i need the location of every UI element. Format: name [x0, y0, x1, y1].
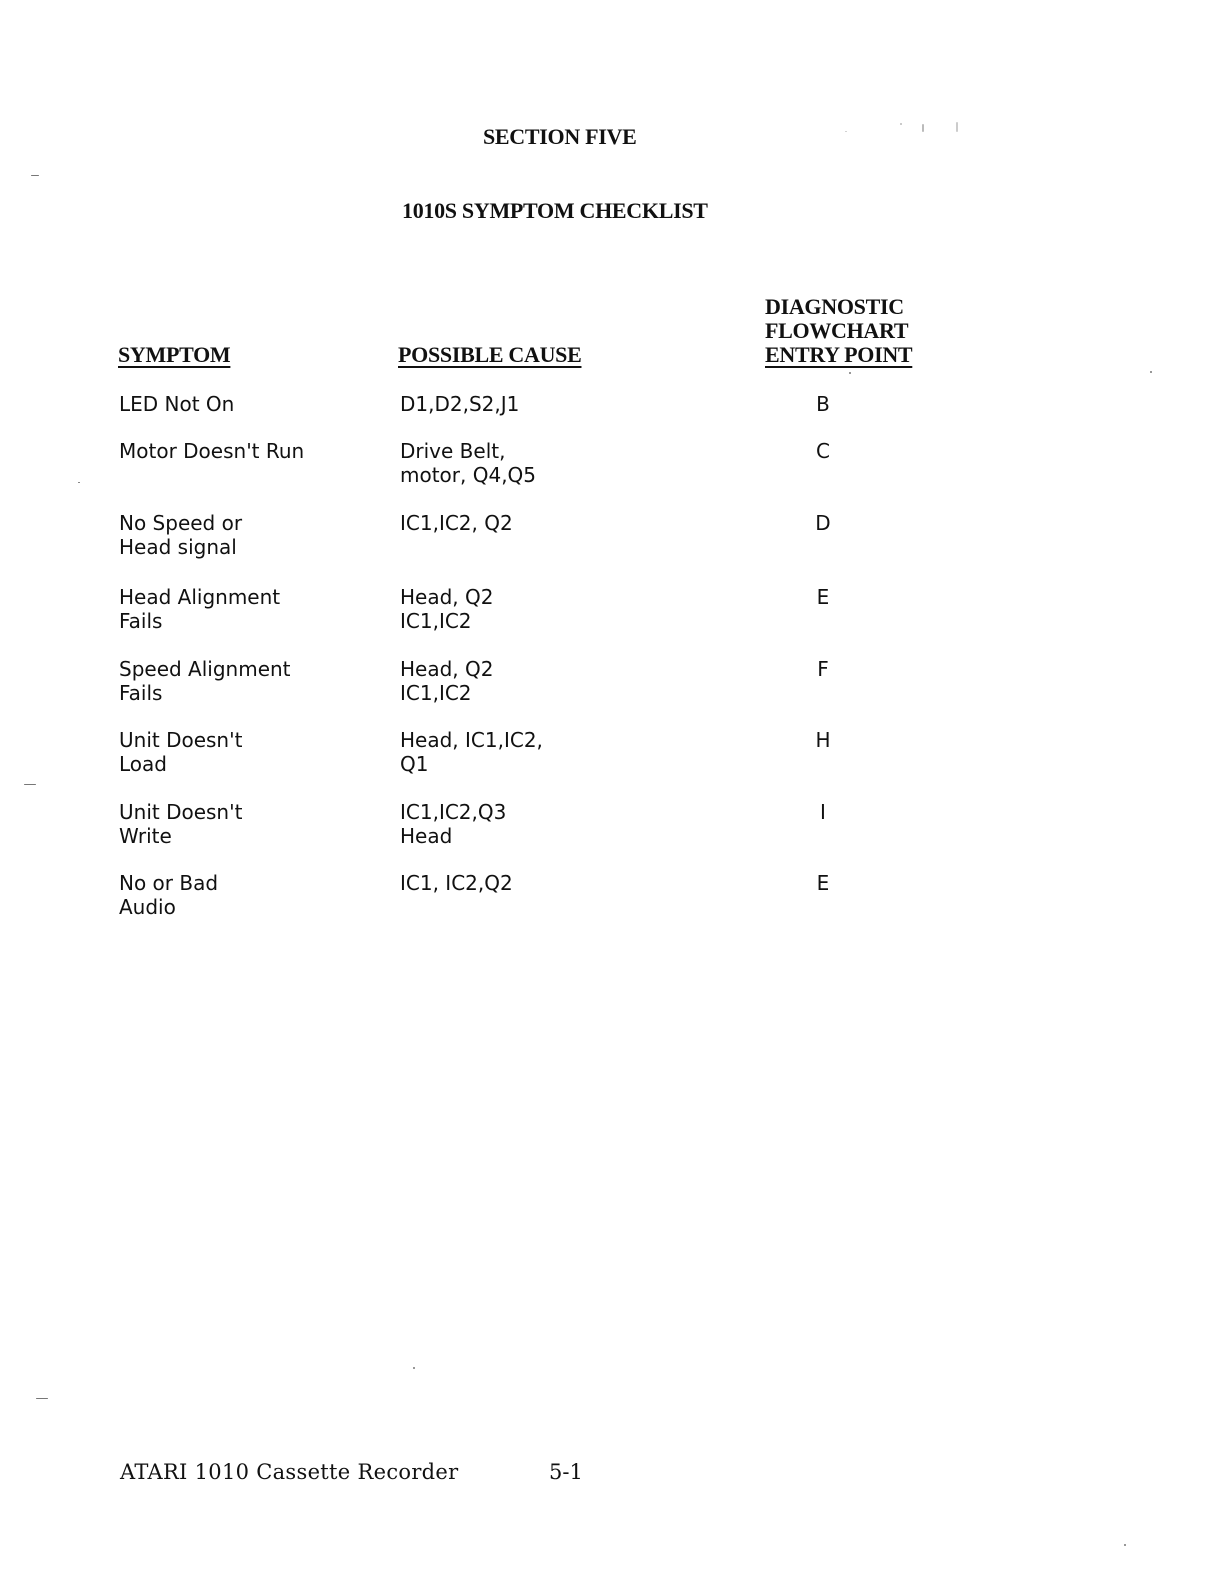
scan-speck	[24, 784, 36, 785]
symptom-cell: No or Bad Audio	[119, 871, 219, 919]
cause-cell: Head, Q2 IC1,IC2	[400, 657, 494, 705]
checklist-title: 1010S SYMPTOM CHECKLIST	[402, 198, 708, 223]
entry-point-cell: C	[816, 439, 830, 463]
page-number: 5-1	[549, 1460, 583, 1484]
column-header-cause-label: POSSIBLE CAUSE	[398, 342, 582, 367]
entry-point-cell: E	[816, 871, 830, 895]
symptom-cell: Unit Doesn't Load	[119, 728, 243, 776]
section-title: SECTION FIVE	[483, 124, 637, 149]
column-header-entry-line1: DIAGNOSTIC	[765, 294, 904, 319]
entry-point-cell: I	[820, 800, 826, 824]
scan-speck	[922, 124, 924, 132]
cause-cell: IC1, IC2,Q2	[400, 871, 513, 895]
symptom-cell: Speed Alignment Fails	[119, 657, 291, 705]
column-header-cause	[398, 343, 581, 367]
cause-cell: IC1,IC2,Q3 Head	[400, 800, 507, 848]
scan-speck	[849, 372, 851, 374]
symptom-cell: LED Not On	[119, 392, 235, 416]
column-header-entry-point	[765, 295, 912, 367]
scan-speck	[845, 131, 847, 132]
scan-speck	[1124, 1544, 1126, 1546]
entry-point-cell: E	[816, 585, 830, 609]
column-header-symptom	[118, 343, 230, 367]
scan-speck	[1150, 371, 1152, 373]
scan-speck	[31, 175, 39, 176]
entry-point-cell: D	[815, 511, 831, 535]
entry-point-cell: B	[816, 392, 830, 416]
cause-cell: Head, IC1,IC2, Q1	[400, 728, 543, 776]
symptom-cell: Unit Doesn't Write	[119, 800, 243, 848]
column-header-symptom-label: SYMPTOM	[118, 342, 231, 367]
scan-speck	[36, 1398, 48, 1399]
column-header-entry-line3: ENTRY POINT	[765, 342, 913, 367]
cause-cell: IC1,IC2, Q2	[400, 511, 513, 535]
scan-speck	[900, 123, 902, 125]
cause-cell: Head, Q2 IC1,IC2	[400, 585, 494, 633]
entry-point-cell: F	[817, 657, 829, 681]
symptom-cell: Motor Doesn't Run	[119, 439, 305, 463]
cause-cell: Drive Belt, motor, Q4,Q5	[400, 439, 537, 487]
column-header-entry-line2: FLOWCHART	[765, 318, 909, 343]
scan-speck	[956, 122, 958, 132]
cause-cell: D1,D2,S2,J1	[400, 392, 520, 416]
symptom-cell: Head Alignment Fails	[119, 585, 281, 633]
entry-point-cell: H	[815, 728, 831, 752]
footer-title: ATARI 1010 Cassette Recorder	[120, 1460, 459, 1484]
scan-speck	[78, 482, 80, 483]
symptom-cell: No Speed or Head signal	[119, 511, 243, 559]
scan-speck	[413, 1367, 415, 1369]
